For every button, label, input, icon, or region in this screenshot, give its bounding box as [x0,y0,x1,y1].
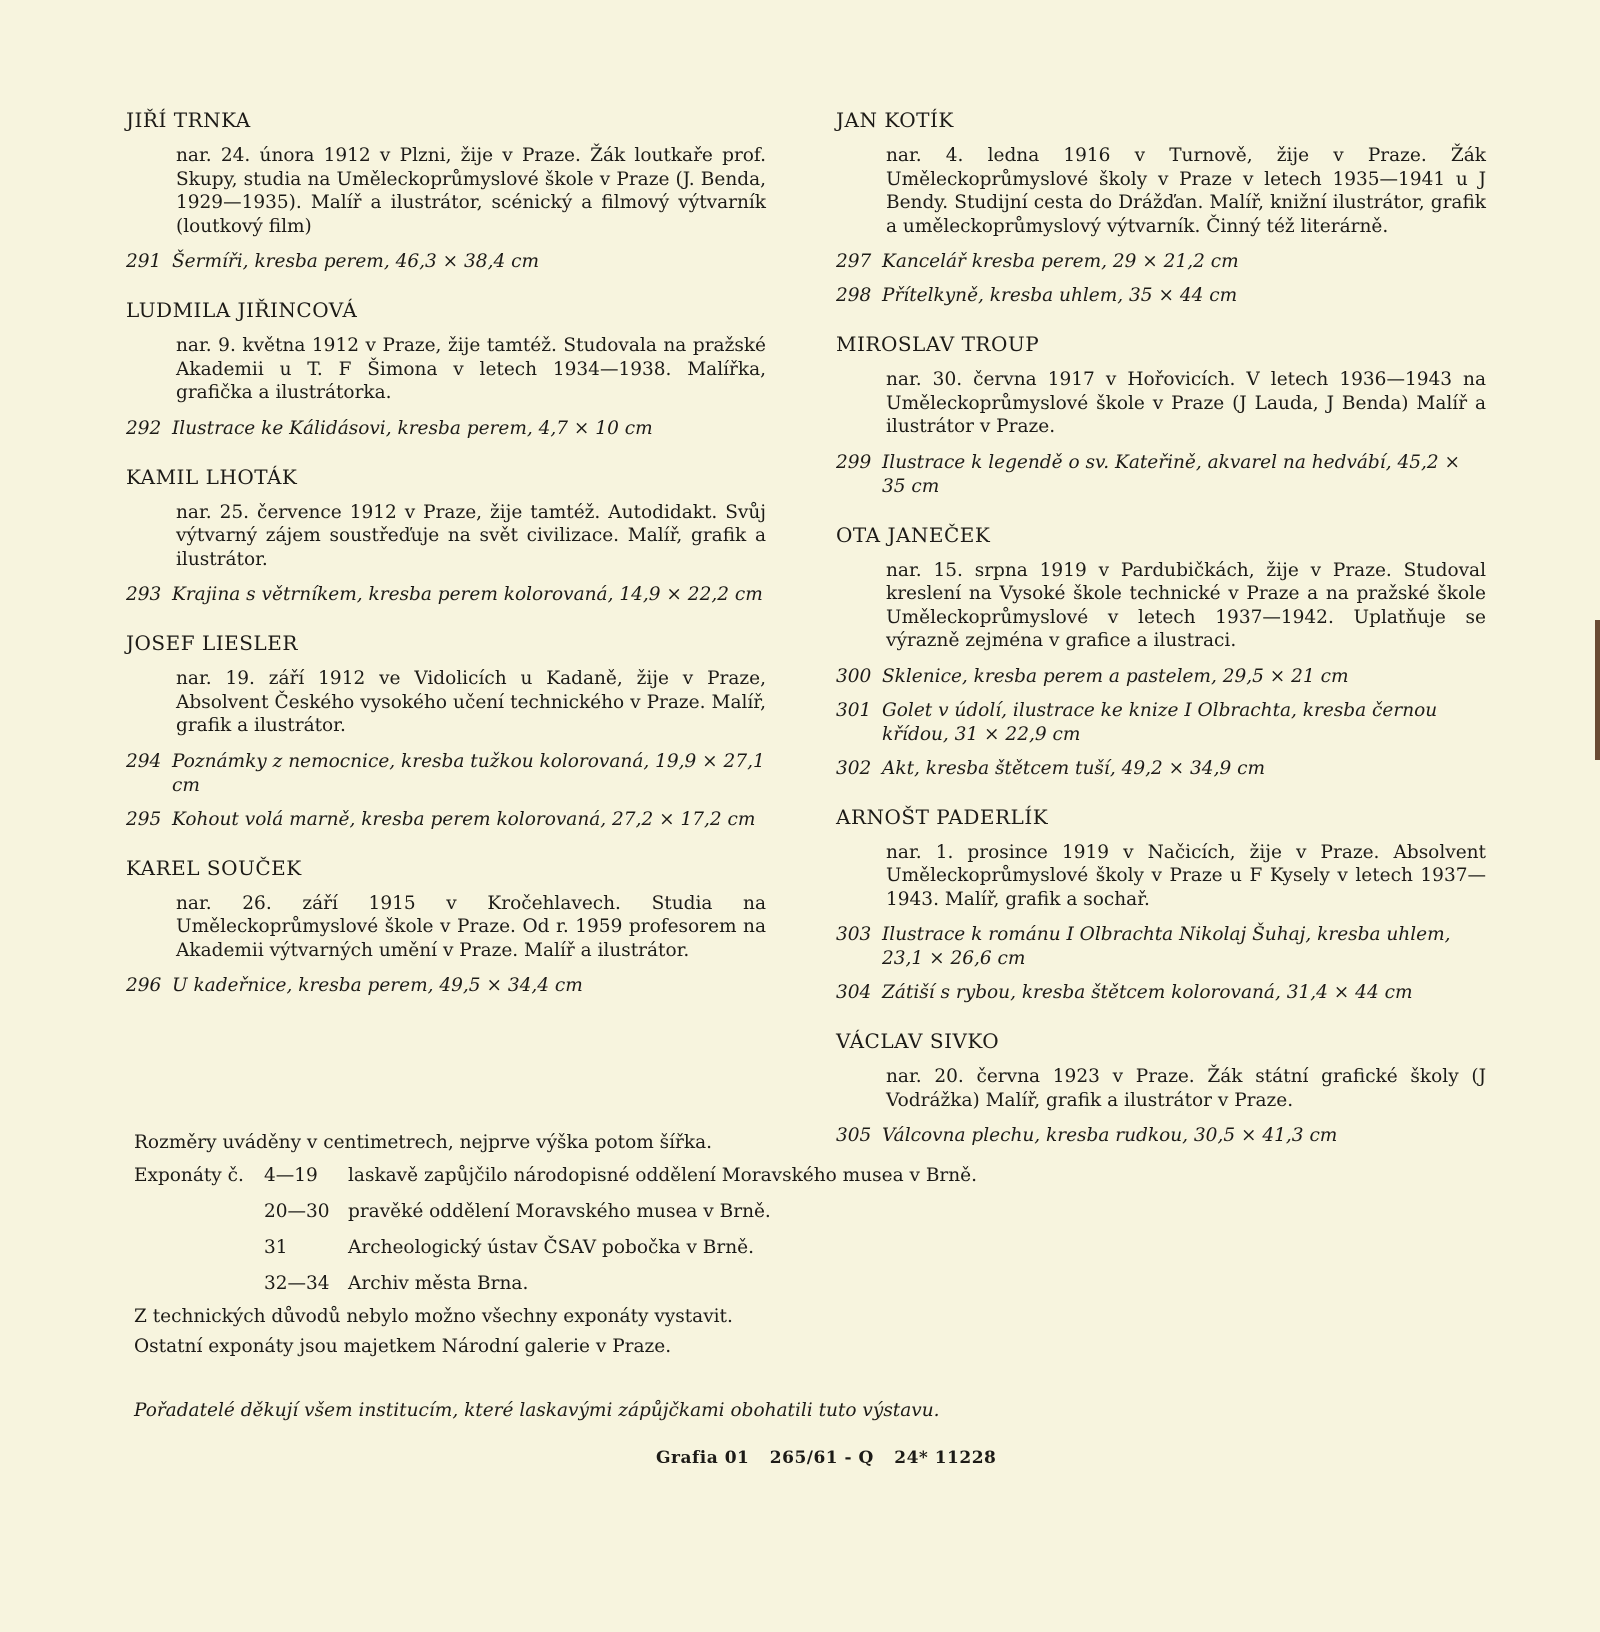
left-column [126,108,766,1022]
artist-name: JIŘÍ TRNKA [126,108,251,132]
loan-range: 20—30 [264,1201,330,1222]
work-number: 303 [836,924,872,945]
loan-list [134,1158,1034,1302]
loan-row [134,1158,1034,1194]
work-item [836,923,1486,971]
work-item [836,665,1486,689]
ownership-note: Ostatní exponáty jsou majetkem Národní galerie v Praze. [134,1336,672,1357]
artist-bio: nar. 4. ledna 1916 v Turnově, žije v Praze. Žák Uměleckoprůmyslové školy v Praze v letech 1935—1941 u J Bendy. Studijní cesta do Drážďan. Malíř, knižní ilustrátor, grafik a uměleckoprůmyslový výtvarník. Činný též literárně. [886,145,1486,237]
artist-name: VÁCLAV SIVKO [836,1029,1000,1053]
work-title: Válcovna plechu, kresba rudkou, 30,5 × 41,3 cm [882,1125,1338,1146]
imprint-printer: Grafia 01 [656,1448,750,1468]
loan-range: 31 [264,1237,288,1258]
work-title: Zátiší s rybou, kresba štětcem kolorovaná, 31,4 × 44 cm [882,982,1413,1003]
artist-entry [126,298,766,441]
loan-row [264,1194,1034,1230]
dimensions-note: Rozměry uváděny v centimetrech, nejprve výška potom šířka. [134,1132,713,1153]
artist-bio: nar. 20. června 1923 v Praze. Žák státní grafické školy (J Vodrážka) Malíř, grafik a ilustrátor v Praze. [886,1066,1486,1111]
work-title: Krajina s větrníkem, kresba perem kolorovaná, 14,9 × 22,2 cm [172,584,763,605]
artist-name: OTA JANEČEK [836,522,991,547]
work-title: U kadeřnice, kresba perem, 49,5 × 34,4 cm [172,975,583,996]
loan-row [264,1230,1034,1266]
work-number: 297 [836,251,872,272]
loan-row [264,1266,1034,1302]
artist-name: ARNOŠT PADERLÍK [836,804,1049,829]
loan-label: Exponáty č. [134,1165,244,1186]
work-number: 304 [836,982,872,1003]
work-number: 299 [836,451,872,473]
artist-entry [126,856,766,999]
artist-entry [126,108,766,274]
loan-text: Archiv města Brna. [348,1273,529,1294]
work-title: Akt, kresba štětcem tuší, 49,2 × 34,9 cm [882,757,1266,779]
work-item [836,981,1486,1005]
artist-bio: nar. 25. července 1912 v Praze, žije tamtéž. Autodidakt. Svůj výtvarný zájem soustřeďuje na svět civilizace. Malíř, grafik a ilustrátor. [176,501,766,570]
imprint-code: 265/61 - Q [769,1448,874,1468]
artist-bio: nar. 19. září 1912 ve Vidolicích u Kadaně, žije v Praze, Absolvent Českého vysokého učení technického v Praze. Malíř, grafik a ilustrátor. [176,668,766,736]
loan-text: Archeologický ústav ČSAV pobočka v Brně. [348,1237,754,1258]
work-title: Ilustrace k románu I Olbrachta Nikolaj Šuhaj, kresba uhlem, 23,1 × 26,6 cm [882,924,1451,969]
work-number: 300 [836,665,872,687]
artist-entry [126,631,766,832]
work-item [126,583,766,607]
work-number: 305 [836,1125,872,1146]
printer-imprint [656,1448,1010,1468]
work-number: 291 [126,251,162,272]
work-title: Golet v údolí, ilustrace ke knize I Olbrachta, kresba černou křídou, 31 × 22,9 cm [882,699,1438,745]
thanks-note: Pořadatelé děkují všem institucím, které laskavými zápůjčkami obohatili tuto výstavu. [134,1400,940,1421]
work-item [126,250,766,274]
work-title: Ilustrace k legendě o sv. Kateřině, akvarel na hedvábí, 45,2 × 35 cm [882,451,1461,497]
work-item [126,750,766,798]
work-title: Kancelář kresba perem, 29 × 21,2 cm [882,251,1239,272]
loan-range: 4—19 [264,1165,318,1186]
artist-name: JAN KOTÍK [836,108,954,132]
work-title: Sklenice, kresba perem a pastelem, 29,5 × 21 cm [882,665,1349,687]
work-number: 295 [126,808,162,830]
technical-note: Z technických důvodů nebylo možno všechny exponáty vystavit. [134,1306,733,1327]
work-number: 294 [126,750,162,772]
artist-name: MIROSLAV TROUP [836,332,1040,356]
work-number: 298 [836,285,872,306]
work-item [836,451,1486,499]
work-item [836,284,1486,308]
artist-bio: nar. 1. prosince 1919 v Načicích, žije v Praze. Absolvent Uměleckoprůmyslové školy v Praze u F Kysely v letech 1937—1943. Malíř, grafik a sochař. [886,841,1486,910]
loan-text: laskavě zapůjčilo národopisné oddělení Moravského musea v Brně. [348,1165,978,1186]
artist-entry [836,332,1486,499]
artist-bio: nar. 15. srpna 1919 v Pardubičkách, žije v Praze. Studoval kreslení na Vysoké škole technické v Praze a na pražské škole Uměleckoprůmyslové v letech 1937—1942. Uplatňuje se výrazně zejména v grafice a ilustraci. [886,559,1486,651]
artist-bio: nar. 24. února 1912 v Plzni, žije v Praze. Žák loutkaře prof. Skupy, studia na Uměleckoprůmyslové škole v Praze (J. Benda, 1929—1935). Malíř a ilustrátor, scénický a filmový výtvarník (loutkový film) [176,145,766,237]
artist-name: JOSEF LIESLER [126,631,298,655]
work-item [836,250,1486,274]
work-title: Ilustrace ke Kálidásovi, kresba perem, 4,7 × 10 cm [172,417,653,439]
work-number: 293 [126,584,162,605]
loan-text: pravěké oddělení Moravského musea v Brně. [348,1201,771,1222]
work-title: Přítelkyně, kresba uhlem, 35 × 44 cm [882,285,1238,306]
work-title: Poznámky z nemocnice, kresba tužkou kolorovaná, 19,9 × 27,1 cm [172,750,765,796]
page-edge-mark [1595,620,1600,760]
work-title: Kohout volá marně, kresba perem kolorovaná, 27,2 × 17,2 cm [172,808,756,830]
catalog-notes [134,1128,1034,1362]
artist-entry [836,805,1486,1006]
work-number: 301 [836,699,872,721]
loan-range: 32—34 [264,1273,330,1294]
artist-entry [836,108,1486,308]
artist-name: KAMIL LHOTÁK [126,464,298,489]
work-number: 296 [126,975,162,996]
work-item [126,417,766,441]
work-item [836,699,1486,747]
work-number: 292 [126,417,162,439]
work-item [126,808,766,832]
work-item [836,757,1486,781]
artist-entry [836,523,1486,781]
artist-bio: nar. 26. září 1915 v Kročehlavech. Studia na Uměleckoprůmyslové škole v Praze. Od r. 1959 profesorem na Akademii výtvarných umění v Praze. Malíř a ilustrátor. [176,892,766,961]
right-column [836,108,1486,1172]
work-number: 302 [836,757,872,779]
artist-name: LUDMILA JIŘINCOVÁ [126,298,358,322]
imprint-order: 24* 11228 [894,1448,997,1468]
artist-bio: nar. 30. června 1917 v Hořovicích. V letech 1936—1943 na Uměleckoprůmyslové škole v Praze (J Lauda, J Benda) Malíř a ilustrátor v Praze. [886,369,1486,437]
artist-name: KAREL SOUČEK [126,855,302,880]
work-title: Šermíři, kresba perem, 46,3 × 38,4 cm [172,251,540,272]
work-item [126,974,766,998]
artist-bio: nar. 9. května 1912 v Praze, žije tamtéž. Studovala na pražské Akademii u T. F Šimona v letech 1934—1938. Malířka, grafička a ilustrátorka. [176,335,766,403]
artist-entry [126,465,766,608]
